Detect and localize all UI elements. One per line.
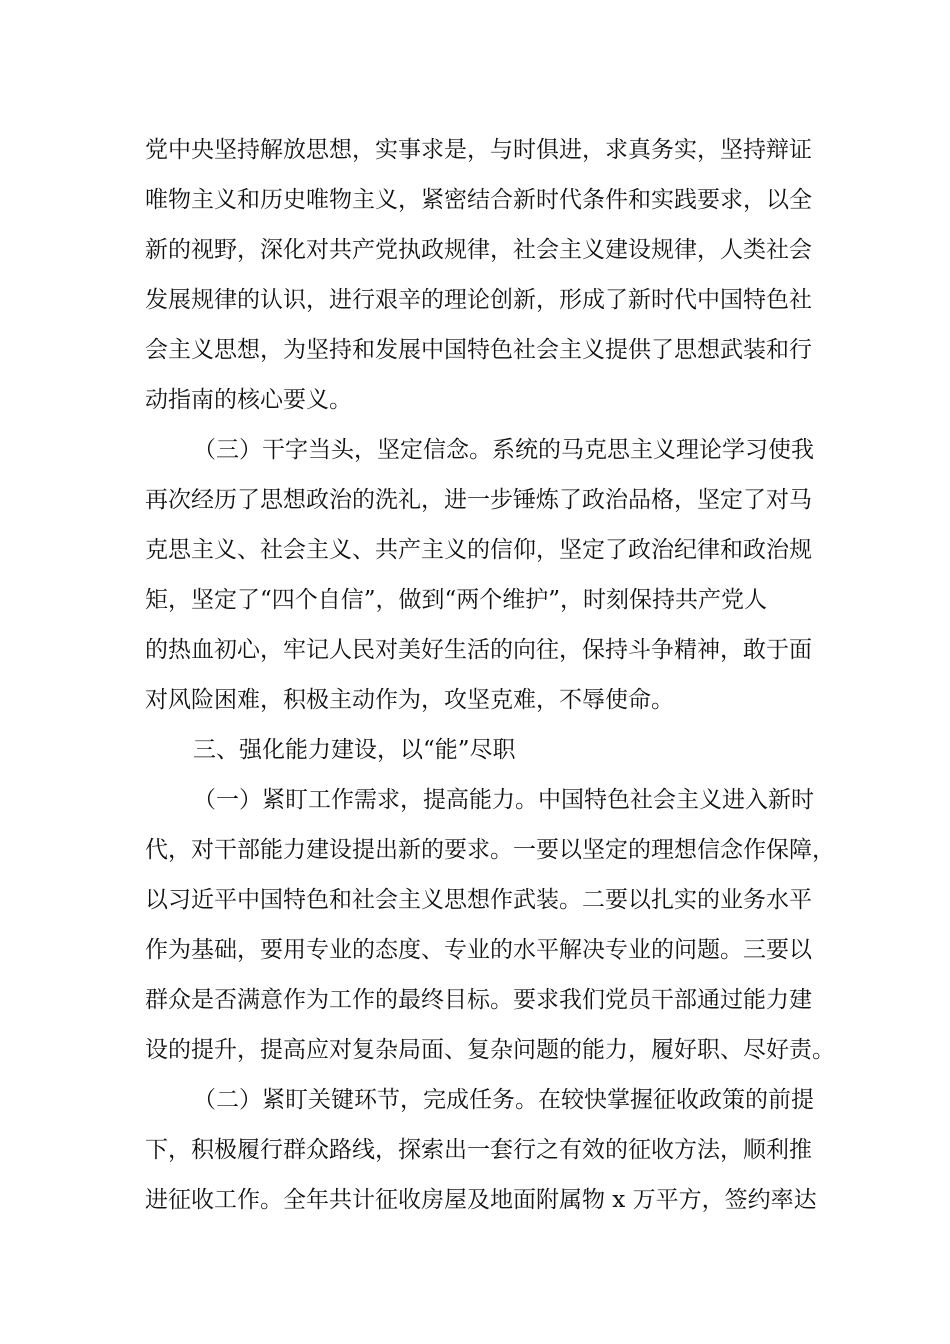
text-line: 设的提升，提高应对复杂局面、复杂问题的能力，履好职、尽好责。	[145, 1037, 835, 1063]
text-line: 会主义思想，为坚持和发展中国特色社会主义提供了思想武装和行	[145, 337, 812, 363]
paragraph-start-line: （一）紧盯工作需求，提高能力。中国特色社会主义进入新时	[193, 787, 814, 813]
text-line: 新的视野，深化对共产党执政规律，社会主义建设规律，人类社会	[145, 237, 812, 263]
text-line: 以习近平中国特色和社会主义思想作武装。二要以扎实的业务水平	[145, 887, 812, 913]
text-line: 发展规律的认识，进行艰辛的理论创新，形成了新时代中国特色社	[145, 287, 812, 313]
text-line: 对风险困难，积极主动作为，攻坚克难，不辱使命。	[145, 687, 674, 713]
text-line: 群众是否满意作为工作的最终目标。要求我们党员干部通过能力建	[145, 987, 812, 1013]
text-line: 代，对干部能力建设提出新的要求。一要以坚定的理想信念作保障，	[145, 837, 835, 863]
text-line: 再次经历了思想政治的洗礼，进一步锤炼了政治品格，坚定了对马	[145, 487, 812, 513]
paragraph-start-line: （三）干字当头，坚定信念。系统的马克思主义理论学习使我	[193, 437, 814, 463]
text-line: 的热血初心，牢记人民对美好生活的向往，保持斗争精神，敢于面	[145, 637, 812, 663]
text-line: 唯物主义和历史唯物主义，紧密结合新时代条件和实践要求，以全	[145, 187, 812, 213]
paragraph-start-line: （二）紧盯关键环节，完成任务。在较快掌握征收政策的前提	[193, 1087, 814, 1113]
text-line: 进征收工作。全年共计征收房屋及地面附属物 x 万平方，签约率达	[145, 1187, 817, 1213]
text-line: 作为基础，要用专业的态度、专业的水平解决专业的问题。三要以	[145, 937, 812, 963]
text-line: 克思主义、社会主义、共产主义的信仰，坚定了政治纪律和政治规	[145, 537, 812, 563]
text-line: 矩，坚定了“四个自信”，做到“两个维护”，时刻保持共产党人	[145, 587, 768, 613]
text-line: 党中央坚持解放思想，实事求是，与时俱进，求真务实，坚持辩证	[145, 137, 812, 163]
text-line: 下，积极履行群众路线，探索出一套行之有效的征收方法，顺利推	[145, 1137, 812, 1163]
section-heading: 三、强化能力建设，以“能”尽职	[193, 737, 516, 763]
text-line: 动指南的核心要义。	[145, 387, 352, 413]
